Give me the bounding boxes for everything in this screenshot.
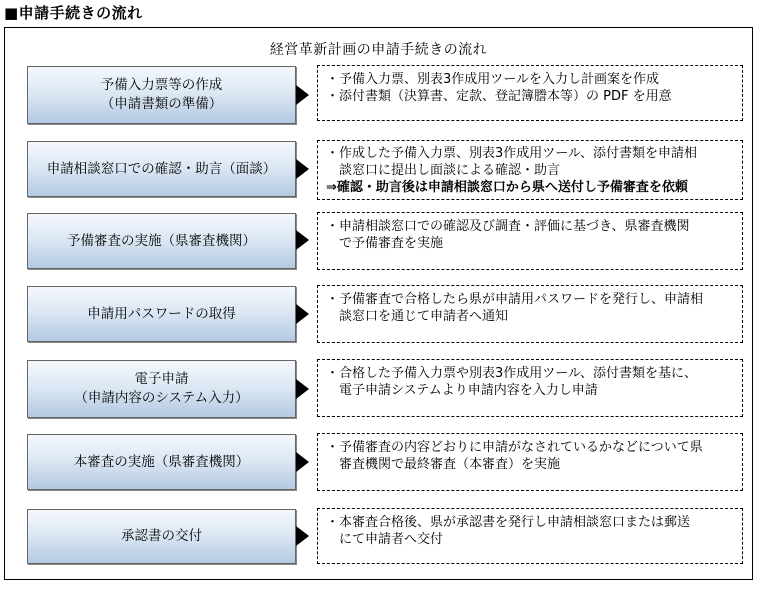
step-6-label: 本審査の実施（県審査機関） bbox=[73, 453, 250, 470]
step-3-label: 予備審査の実施（県審査機関） bbox=[67, 232, 256, 249]
step-5-label: 電子申請 bbox=[134, 371, 189, 387]
step-4-note-line-1: ・予備審査で合格したら県が申請用パスワードを発行し、申請相 bbox=[326, 292, 704, 307]
step-2-note-line-2: 談窓口に提出し面談による確認・助言 bbox=[326, 163, 561, 178]
section-heading: ■申請手続きの流れ bbox=[4, 4, 143, 22]
arrow-right-icon bbox=[296, 526, 309, 546]
step-7-note-line-2: にて申請者へ交付 bbox=[326, 532, 444, 547]
arrow-right-icon bbox=[296, 379, 309, 399]
flow-title: 経営革新計画の申請手続きの流れ bbox=[269, 42, 488, 58]
arrow-right-icon bbox=[296, 304, 309, 324]
flow-frame bbox=[4, 27, 753, 580]
arrow-right-icon bbox=[296, 85, 309, 105]
step-3-note-line-1: ・申請相談窓口での確認及び調査・評価に基づき、県審査機関 bbox=[326, 219, 690, 234]
step-4-note bbox=[317, 285, 743, 343]
arrow-right-icon bbox=[296, 452, 309, 472]
arrow-right-icon bbox=[296, 159, 309, 179]
step-box-5 bbox=[27, 360, 296, 418]
step-1-sublabel: （申請書類の準備） bbox=[100, 96, 223, 112]
step-5-note bbox=[317, 359, 743, 417]
step-7-label: 承認書の交付 bbox=[121, 528, 202, 544]
step-2-note bbox=[317, 140, 743, 200]
step-box-1 bbox=[27, 66, 296, 124]
step-2-note-line-1: ・作成した予備入力票、別表3作成用ツール、添付書類を申請相 bbox=[326, 146, 697, 161]
step-6-note-line-1: ・予備審査の内容どおりに申請がなされているかなどについて県 bbox=[326, 440, 703, 455]
step-1-note-line-2: ・添付書類（決算書、定款、登記簿謄本等）の PDF を用意 bbox=[326, 89, 672, 104]
step-3-note-line-2: で予備審査を実施 bbox=[326, 236, 444, 251]
step-7-note bbox=[317, 508, 743, 564]
step-2-note-emphasis: ⇒確認・助言後は申請相談窓口から県へ送付し予備審査を依頼 bbox=[326, 180, 688, 195]
step-3-note bbox=[317, 212, 743, 270]
step-1-note-line-1: ・予備入力票、別表3作成用ツールを入力し計画案を作成 bbox=[326, 72, 660, 87]
step-4-label: 申請用パスワードの取得 bbox=[87, 305, 236, 322]
step-1-note bbox=[317, 65, 743, 121]
step-box-3 bbox=[27, 213, 296, 269]
step-2-label: 申請相談窓口での確認・助言（面談） bbox=[46, 160, 277, 177]
step-6-note bbox=[317, 433, 743, 491]
step-box-4 bbox=[27, 286, 296, 342]
arrow-right-icon bbox=[296, 230, 309, 250]
step-5-note-line-2: 電子申請システムより申請内容を入力し申請 bbox=[326, 383, 598, 398]
step-4-note-line-2: 談窓口を通じて申請者へ通知 bbox=[326, 309, 509, 324]
step-box-7 bbox=[27, 509, 296, 564]
step-1-label: 予備入力票等の作成 bbox=[100, 77, 223, 93]
step-7-note-line-1: ・本審査合格後、県が承認書を発行し申請相談窓口または郵送 bbox=[326, 515, 691, 530]
step-5-sublabel: （申請内容のシステム入力） bbox=[74, 390, 249, 406]
step-5-note-line-1: ・合格した予備入力票や別表3作成用ツール、添付書類を基に、 bbox=[326, 366, 697, 381]
step-box-6 bbox=[27, 434, 296, 490]
step-box-2 bbox=[27, 141, 296, 197]
step-6-note-line-2: 審査機関で最終審査（本審査）を実施 bbox=[326, 457, 561, 472]
